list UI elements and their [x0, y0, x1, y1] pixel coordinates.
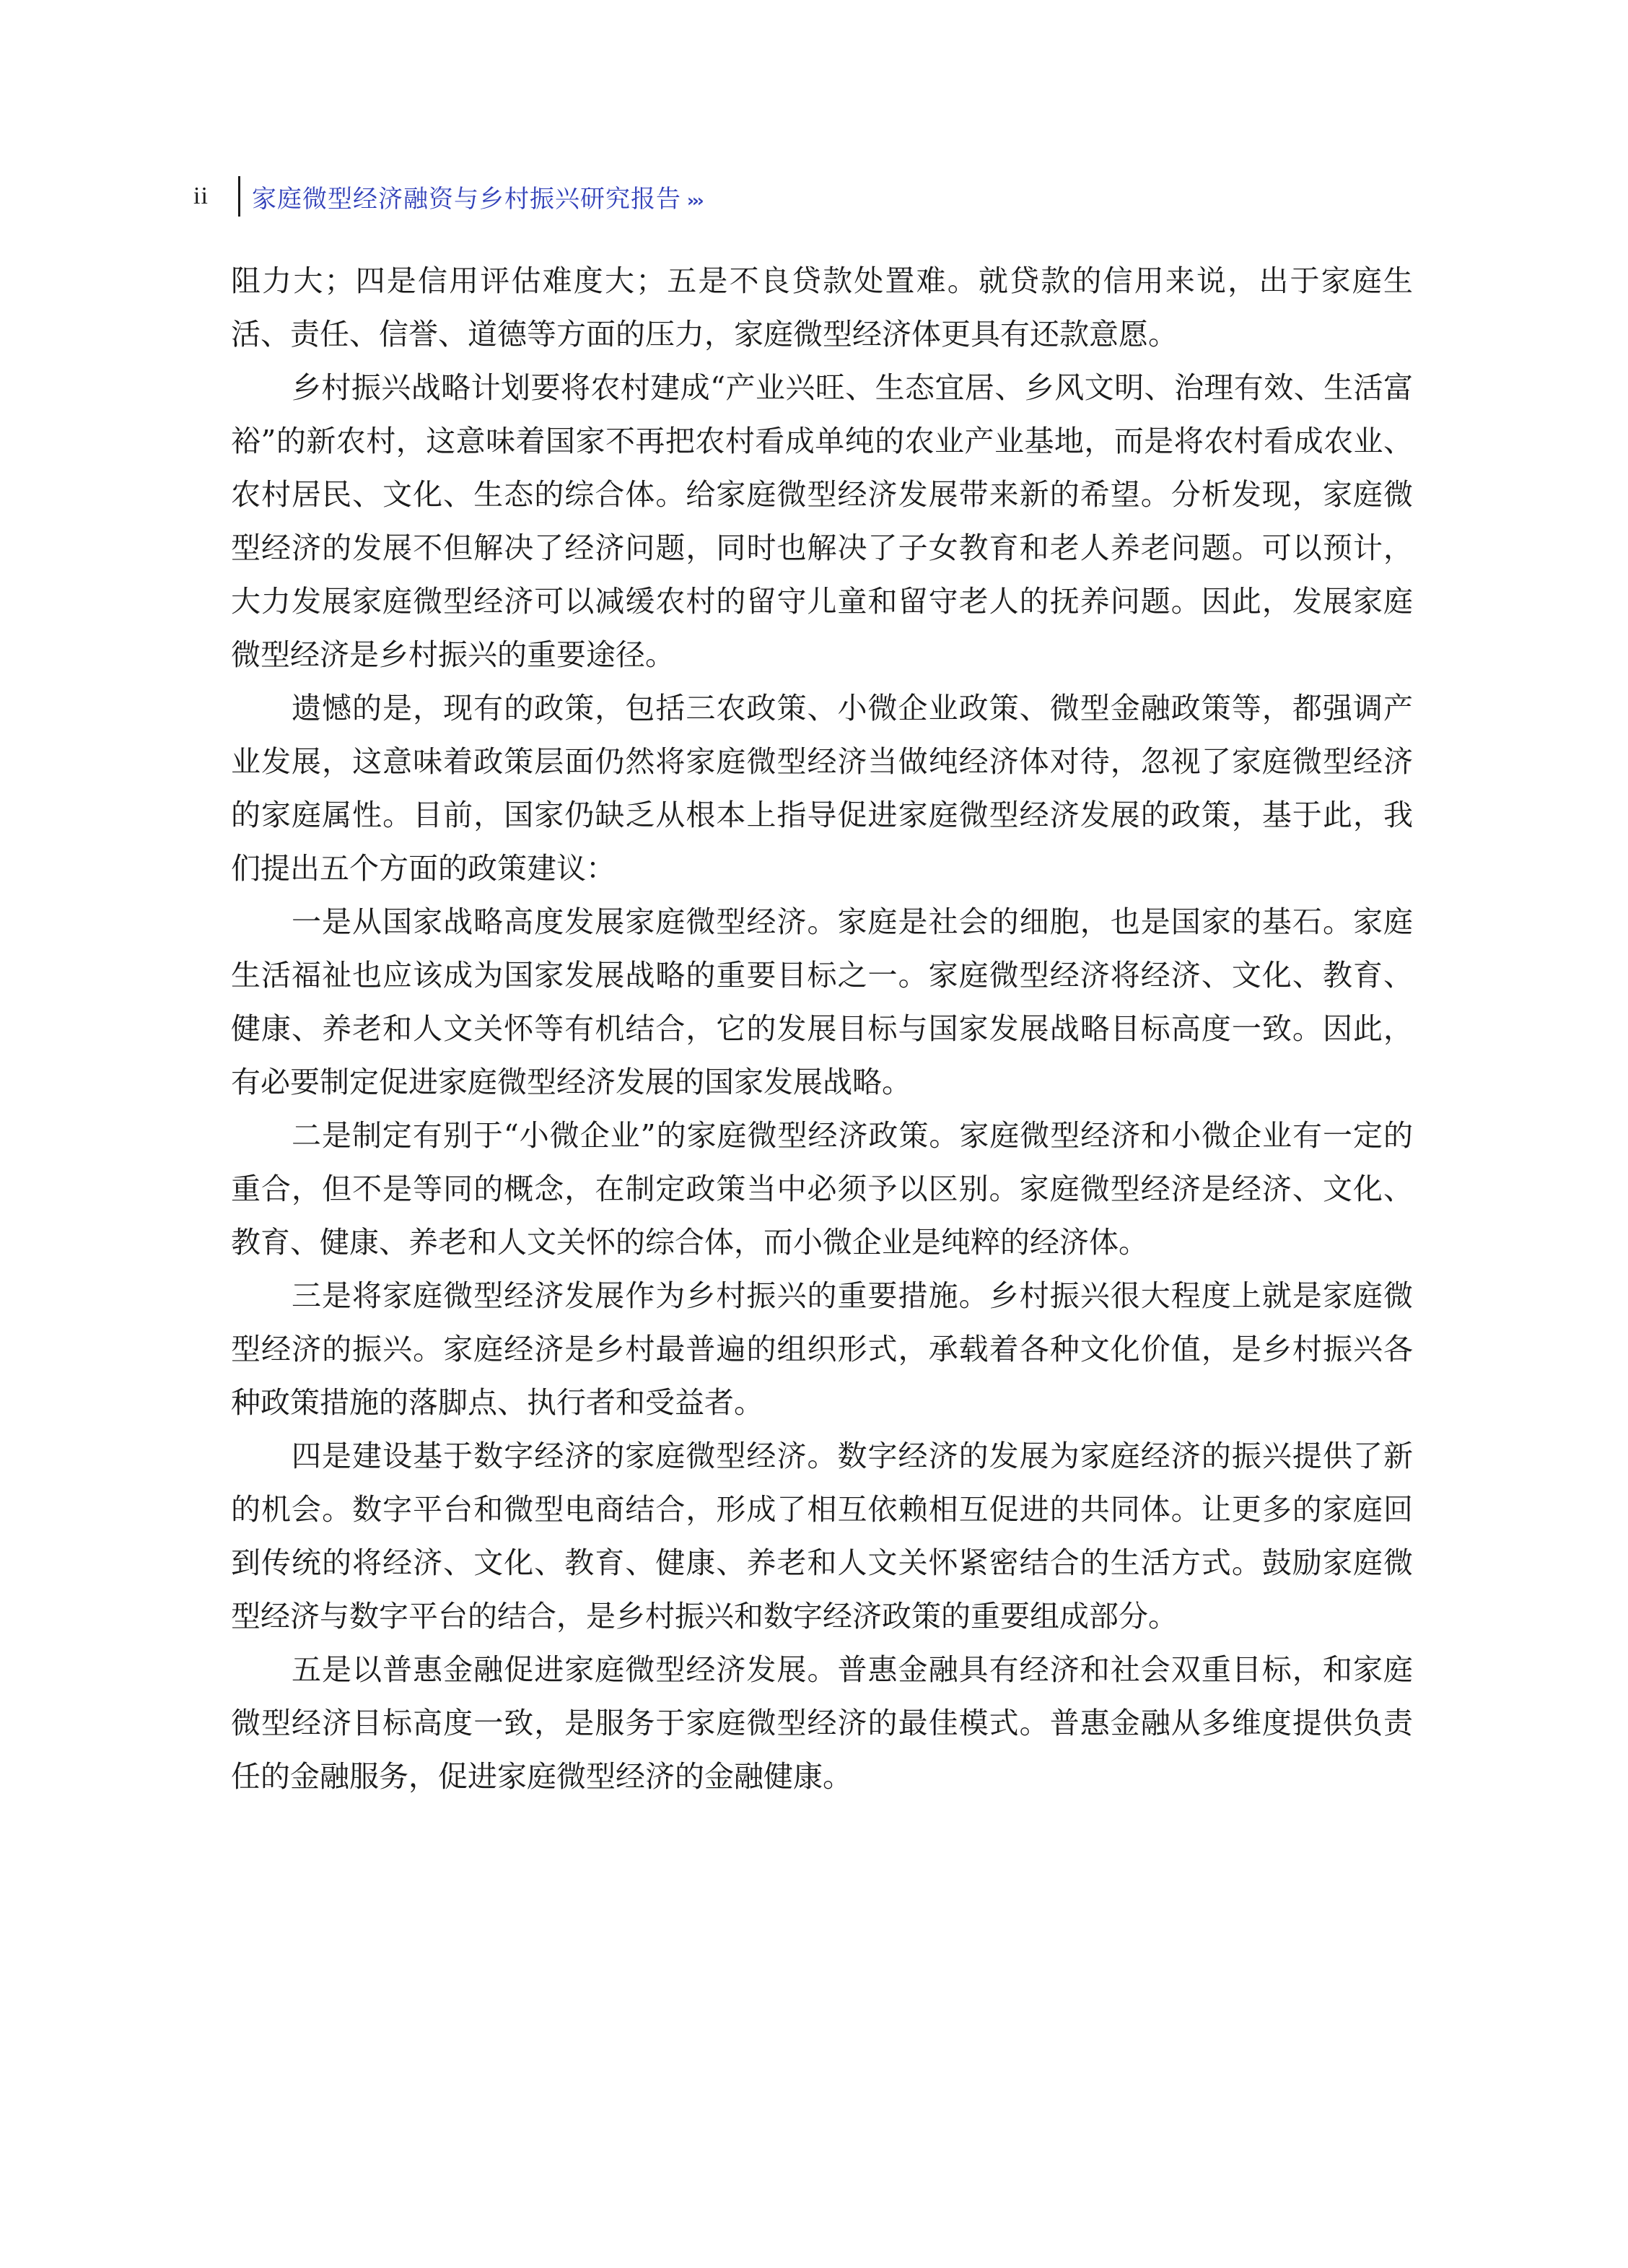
paragraph-continued: 阻力大；四是信用评估难度大；五是不良贷款处置难。就贷款的信用来说，出于家庭生活、责任、信誉、道德等方面的压力，家庭微型经济体更具有还款意愿。	[231, 263, 1413, 352]
page-number: ii	[193, 183, 209, 209]
paragraph-recommendation-2: 二是制定有别于“小微企业”的家庭微型经济政策。家庭微型经济和小微企业有一定的重合，但不是等同的概念，在制定政策当中必须予以区别。家庭微型经济是经济、文化、教育、健康、养老和人文关怀的综合体，而小微企业是纯粹的经济体。	[231, 1118, 1413, 1260]
paragraph-recommendation-4: 四是建设基于数字经济的家庭微型经济。数字经济的发展为家庭经济的振兴提供了新的机会。数字平台和微型电商结合，形成了相互依赖相互促进的共同体。让更多的家庭回到传统的将经济、文化、教育、健康、养老和人文关怀紧密结合的生活方式。鼓励家庭微型经济与数字平台的结合，是乡村振兴和数字经济政策的重要组成部分。	[231, 1439, 1413, 1634]
header-divider	[238, 176, 240, 217]
paragraph: 遗憾的是，现有的政策，包括三农政策、小微企业政策、微型金融政策等，都强调产业发展，这意味着政策层面仍然将家庭微型经济当做纯经济体对待，忽视了家庭微型经济的家庭属性。目前，国家仍缺乏从根本上指导促进家庭微型经济发展的政策，基于此，我们提出五个方面的政策建议：	[231, 691, 1413, 886]
paragraph-recommendation-5: 五是以普惠金融促进家庭微型经济发展。普惠金融具有经济和社会双重目标，和家庭微型经济目标高度一致，是服务于家庭微型经济的最佳模式。普惠金融从多维度提供负责任的金融服务，促进家庭微型经济的金融健康。	[231, 1652, 1413, 1794]
paragraph-recommendation-1: 一是从国家战略高度发展家庭微型经济。家庭是社会的细胞，也是国家的基石。家庭生活福祉也应该成为国家发展战略的重要目标之一。家庭微型经济将经济、文化、教育、健康、养老和人文关怀等有机结合，它的发展目标与国家发展战略目标高度一致。因此，有必要制定促进家庭微型经济发展的国家发展战略。	[231, 904, 1413, 1099]
chevron-right-icon: ›››	[687, 191, 702, 211]
book-title: 家庭微型经济融资与乡村振兴研究报告	[252, 184, 681, 214]
paragraph-recommendation-3: 三是将家庭微型经济发展作为乡村振兴的重要措施。乡村振兴很大程度上就是家庭微型经济的振兴。家庭经济是乡村最普遍的组织形式，承载着各种文化价值，是乡村振兴各种政策措施的落脚点、执行者和受益者。	[231, 1278, 1413, 1420]
paragraph: 乡村振兴战略计划要将农村建成“产业兴旺、生态宜居、乡风文明、治理有效、生活富裕”的新农村，这意味着国家不再把农村看成单纯的农业产业基地，而是将农村看成农业、农村居民、文化、生态的综合体。给家庭微型经济发展带来新的希望。分析发现，家庭微型经济的发展不但解决了经济问题，同时也解决了子女教育和老人养老问题。可以预计，大力发展家庭微型经济可以减缓农村的留守儿童和留守老人的抚养问题。因此，发展家庭微型经济是乡村振兴的重要途径。	[231, 370, 1413, 672]
running-header	[193, 173, 702, 219]
body-text	[231, 254, 1413, 1803]
